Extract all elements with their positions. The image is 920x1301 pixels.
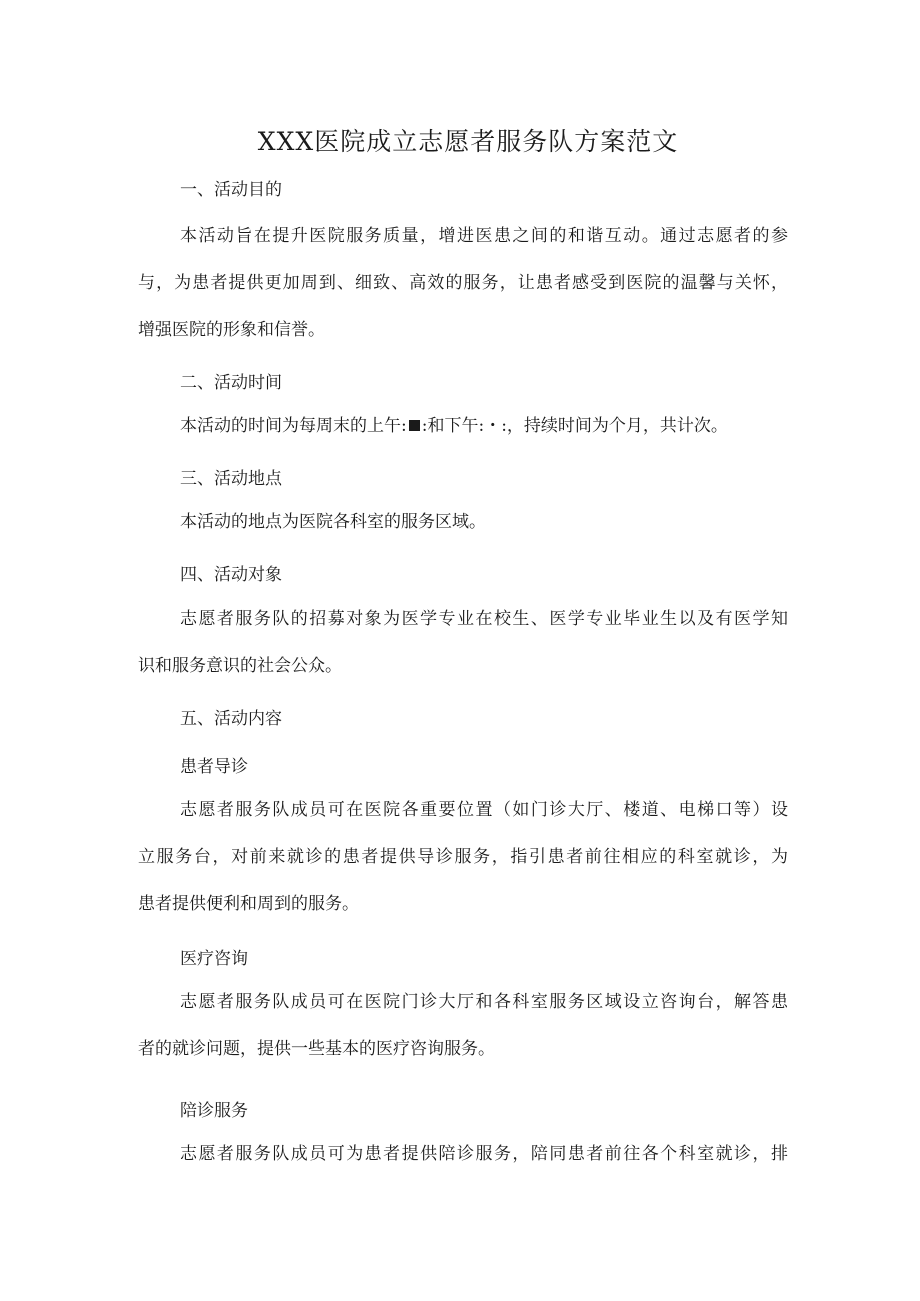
paragraph-medical-consult [138, 979, 788, 1073]
paragraph-location [138, 499, 788, 546]
paragraph-line: 识和服务意识的社会公众。 [138, 656, 342, 676]
paragraph-escort-service [138, 1131, 788, 1178]
paragraph-line [138, 403, 788, 450]
paragraph-line: 者的就诊问题，提供一些基本的医疗咨询服务。 [138, 1039, 495, 1059]
paragraph-line: 增强医院的形象和信誉。 [138, 320, 325, 340]
paragraph-patient-guidance [138, 787, 788, 928]
paragraph-line: 立服务台，对前来就诊的患者提供导诊服务，指引患者前往相应的科室就诊，为 [138, 847, 788, 867]
paragraph-target [138, 596, 788, 690]
time-text-part2: :和下午:・:，持续时间为个月，共计次。 [421, 416, 728, 436]
paragraph-line: 与，为患者提供更加周到、细致、高效的服务，让患者感受到医院的温馨与关怀， [138, 273, 788, 293]
section-heading-content: 五、活动内容 [180, 709, 282, 729]
time-text-part1: 本活动的时间为每周末的上午: [180, 416, 407, 436]
paragraph-line: 志愿者服务队的招募对象为医学专业在校生、医学专业毕业生以及有医学知 [180, 609, 788, 629]
paragraph-line: 志愿者服务队成员可为患者提供陪诊服务，陪同患者前往各个科室就诊，排 [180, 1144, 788, 1164]
paragraph-line: 志愿者服务队成员可在医院各重要位置（如门诊大厅、楼道、电梯口等）设 [180, 800, 788, 820]
paragraph-time [138, 403, 788, 450]
document-page [138, 0, 788, 1301]
section-heading-purpose: 一、活动目的 [180, 180, 282, 200]
section-heading-time: 二、活动时间 [180, 373, 282, 393]
subheading-medical-consult: 医疗咨询 [180, 949, 248, 969]
subheading-patient-guidance: 患者导诊 [180, 757, 248, 777]
section-heading-target: 四、活动对象 [180, 565, 282, 585]
paragraph-purpose [138, 213, 788, 354]
section-heading-location: 三、活动地点 [180, 469, 282, 489]
subheading-escort-service: 陪诊服务 [180, 1101, 248, 1121]
paragraph-line: 本活动的地点为医院各科室的服务区域。 [180, 512, 486, 532]
black-square-icon [409, 420, 420, 431]
paragraph-line: 本活动旨在提升医院服务质量，增进医患之间的和谐互动。通过志愿者的参 [180, 226, 788, 246]
paragraph-line: 患者提供便利和周到的服务。 [138, 894, 359, 914]
paragraph-line: 志愿者服务队成员可在医院门诊大厅和各科室服务区域设立咨询台，解答患 [180, 992, 788, 1012]
document-title: XXX医院成立志愿者服务队方案范文 [257, 127, 679, 156]
